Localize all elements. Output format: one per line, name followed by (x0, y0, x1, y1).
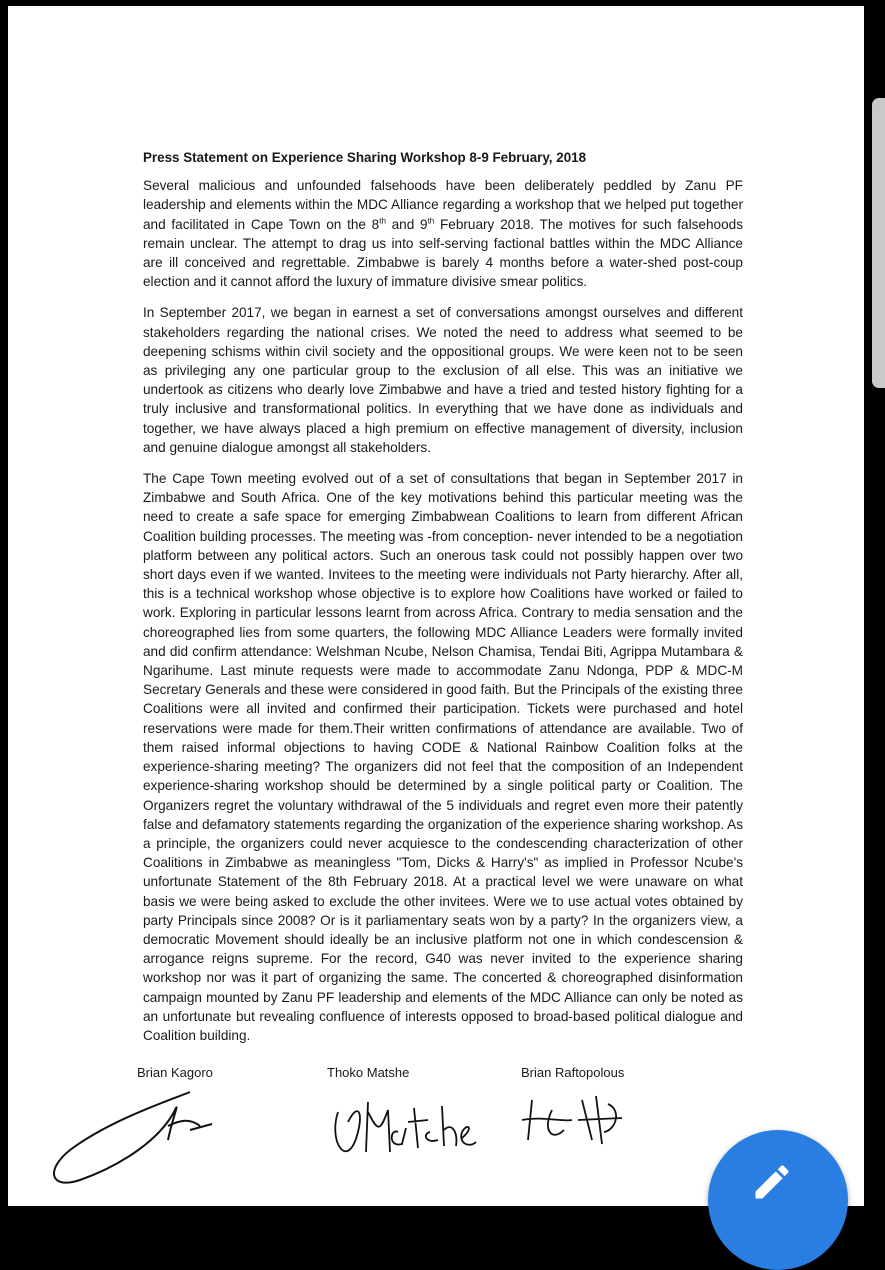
signatory-name-3: Brian Raftopolous (521, 1065, 625, 1080)
edit-fab-button[interactable] (708, 1130, 848, 1270)
document-title: Press Statement on Experience Sharing Workshop 8-9 February, 2018 (143, 150, 587, 165)
paragraph-1-part-c: February 2018. The motives for such falsehoods remain unclear. The attempt to drag us into self-serving factional battles within the MDC Alliance are ill conceived and regrettable. Zimbabwe is barely 4 months before a water-shed post-coup election and it cannot afford the luxury of immature divisive smear politics. (143, 216, 743, 290)
signatory-name-1: Brian Kagoro (137, 1065, 213, 1080)
signature-raftopolous (512, 1080, 632, 1160)
paragraph-2: In September 2017, we began in earnest a set of conversations amongst ourselves and different stakeholders regarding the national crises. We noted the need to address what seemed to be deepening schisms within civil society and the oppositional groups. We were keen not to be seen as privileging any one particular group to the exclusion of all else. This was an initiative we undertook as citizens who dearly love Zimbabwe and have a tried and tested history fighting for a truly inclusive and transformational politics. In everything that we have done as individuals and together, we have always placed a high premium on effective management of diversity, inclusion and genuine dialogue amongst all stakeholders. (143, 305, 743, 455)
scrollbar-thumb[interactable] (872, 98, 885, 388)
signatory-name-2: Thoko Matshe (327, 1065, 410, 1080)
signature-matshe (318, 1082, 478, 1178)
paragraph-3: The Cape Town meeting evolved out of a set of consultations that began in September 2017 in Zimbabwe and South Africa. One of the key motivations behind this particular meeting was the need to create a safe space for emerging Zimbabwean Coalitions to learn from different African Coalition building processes. The meeting was -from conception- never intended to be a negotiation platform between any political actors. Such an onerous task could not possibly happen over two short days even if we wanted. Invitees to the meeting were individuals not Party hierarchy. After all, this is a technical workshop whose objective is to explore how Coalitions have worked or failed to work. Exploring in particular lessons learnt from across Africa. Contrary to media sensation and the choreographed lies from some quarters, the following MDC Alliance Leaders were formally invited and did confirm attendance: Welshman Ncube, Nelson Chamisa, Tendai Biti, Agrippa Mutambara & Ngarihume. Last minute requests were made to accommodate Zanu Ndonga, PDP & MDC-M Secretary Generals and these were considered in good faith. But the Principals of the existing three Coalitions were all invited and confirmed their participation. Tickets were purchased and hotel reservations were made for them.Their written confirmations of attendance are available. Two of them raised informal objections to having CODE & National Rainbow Coalition folks at the experience-sharing meeting? The organizers did not feel that the composition of an Independent experience-sharing workshop should be determined by a single political party or Coalition. The Organizers regret the voluntary withdrawal of the 5 individuals and regret even more their patently false and defamatory statements regarding the organization of the experience sharing workshop. As a principle, the organizers could never acquiesce to the condescending characterization of other Coalitions in Zimbabwe as meaningless "Tom, Dicks & Harry's" as implied in Professor Ncube's unfortunate Statement of the 8th February 2018. At a practical level we were unaware on what basis we were being asked to exclude the other invitees. Were we to use actual votes obtained by party Principals since 2008? Or is it parliamentary seats won by a party? In the organizers view, a democratic Movement should ideally be an inclusive platform not one in which condescension & arrogance reigns supreme. For the record, G40 was never invited to the experience sharing workshop nor was it part of organizing the same. The concerted & choreographed disinformation campaign mounted by Zanu PF leadership and elements of the MDC Alliance can only be noted as an unfortunate but revealing confluence of interests opposed to broad-based political dialogue and Coalition building. (143, 471, 743, 1043)
superscript-th-2: th (427, 216, 435, 226)
press-statement (137, 148, 743, 1057)
paragraph-1-part-a: Several malicious and unfounded falsehoods have been deliberately peddled by Zanu PF leadership and elements within the MDC Alliance regarding a workshop that we helped put together and facilitated in Cape Town on the 8 (143, 178, 743, 232)
paragraph-1-part-b: and 9 (385, 216, 428, 232)
signature-kagoro (40, 1080, 230, 1190)
paragraph-1 (143, 176, 743, 291)
pencil-icon (750, 1160, 794, 1204)
superscript-th-1: th (379, 216, 386, 226)
